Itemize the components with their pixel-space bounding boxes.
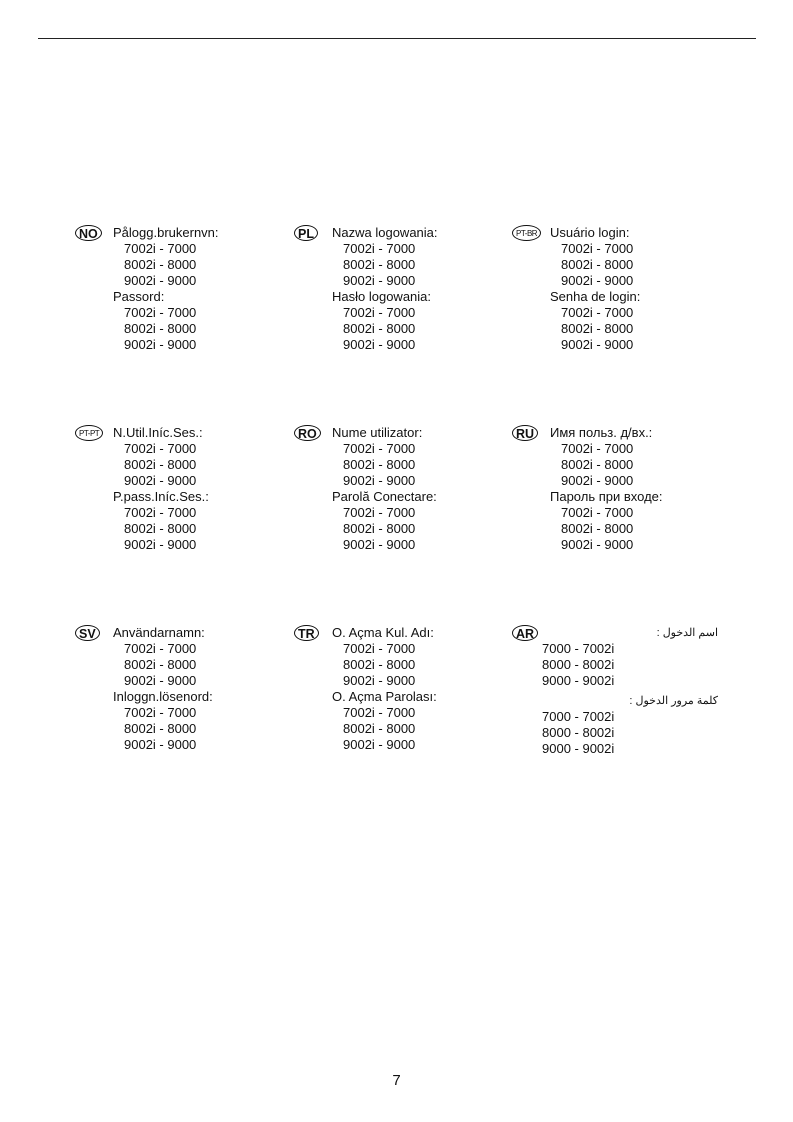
password-value: 8000 - 8002i — [542, 725, 615, 740]
password-value: 8002i - 8000 — [561, 521, 634, 536]
password-value: 8002i - 8000 — [124, 321, 197, 336]
password-value: 9002i - 9000 — [561, 537, 634, 552]
password-value: 7002i - 7000 — [124, 305, 197, 320]
username-value: 7002i - 7000 — [124, 441, 197, 456]
password-label: Пароль при входе: — [550, 489, 663, 504]
password-value: 9002i - 9000 — [124, 337, 197, 352]
password-value: 9002i - 9000 — [561, 337, 634, 352]
username-value: 8002i - 8000 — [343, 257, 416, 272]
language-badge: NO — [75, 225, 102, 241]
password-label: Inloggn.lösenord: — [113, 689, 213, 704]
username-value: 8002i - 8000 — [343, 457, 416, 472]
username-value: 9002i - 9000 — [561, 473, 634, 488]
username-value: 9002i - 9000 — [343, 473, 416, 488]
password-label: P.pass.Iníc.Ses.: — [113, 489, 209, 504]
username-value: 7002i - 7000 — [124, 241, 197, 256]
password-value: 7002i - 7000 — [343, 305, 416, 320]
username-value: 7002i - 7000 — [343, 241, 416, 256]
language-badge: SV — [75, 625, 100, 641]
password-label: Hasło logowania: — [332, 289, 432, 304]
password-label: Senha de login: — [550, 289, 641, 304]
password-value: 8002i - 8000 — [343, 321, 416, 336]
username-label: Användarnamn: — [113, 625, 205, 640]
password-value: 8002i - 8000 — [561, 321, 634, 336]
username-value: 8002i - 8000 — [124, 457, 197, 472]
username-label: Nazwa logowania: — [332, 225, 438, 240]
username-value: 7002i - 7000 — [561, 441, 634, 456]
username-label: Usuário login: — [550, 225, 630, 240]
password-label: كلمة مرور الدخول : — [629, 695, 718, 707]
password-value: 9002i - 9000 — [343, 337, 416, 352]
language-badge: PL — [294, 225, 318, 241]
password-label: O. Açma Parolası: — [332, 689, 437, 704]
password-value: 8002i - 8000 — [343, 521, 416, 536]
password-value: 7000 - 7002i — [542, 709, 615, 724]
username-value: 8000 - 8002i — [542, 657, 615, 672]
username-value: 8002i - 8000 — [561, 257, 634, 272]
language-badge: PT-BR — [512, 225, 541, 241]
username-value: 8002i - 8000 — [343, 657, 416, 672]
username-value: 9002i - 9000 — [124, 473, 197, 488]
password-value: 7002i - 7000 — [343, 505, 416, 520]
username-value: 9002i - 9000 — [124, 673, 197, 688]
password-value: 8002i - 8000 — [124, 521, 197, 536]
password-value: 9002i - 9000 — [343, 737, 416, 752]
username-value: 8002i - 8000 — [124, 257, 197, 272]
username-label: O. Açma Kul. Adı: — [332, 625, 434, 640]
username-value: 7002i - 7000 — [124, 641, 197, 656]
language-badge: RO — [294, 425, 321, 441]
password-value: 7002i - 7000 — [561, 305, 634, 320]
language-badge: PT-PT — [75, 425, 103, 441]
username-label: N.Util.Iníc.Ses.: — [113, 425, 203, 440]
username-value: 9002i - 9000 — [343, 673, 416, 688]
username-value: 7002i - 7000 — [343, 641, 416, 656]
username-value: 9002i - 9000 — [561, 273, 634, 288]
username-value: 8002i - 8000 — [561, 457, 634, 472]
language-badge: AR — [512, 625, 538, 641]
password-value: 9002i - 9000 — [124, 737, 197, 752]
username-value: 7002i - 7000 — [561, 241, 634, 256]
password-label: Passord: — [113, 289, 165, 304]
password-value: 9002i - 9000 — [124, 537, 197, 552]
username-value: 9000 - 9002i — [542, 673, 615, 688]
header-rule — [38, 38, 756, 39]
password-value: 7002i - 7000 — [124, 705, 197, 720]
username-label: Pålogg.brukernvn: — [113, 225, 219, 240]
username-label: Имя польз. д/вх.: — [550, 425, 653, 440]
password-value: 7002i - 7000 — [561, 505, 634, 520]
password-value: 7002i - 7000 — [124, 505, 197, 520]
username-value: 8002i - 8000 — [124, 657, 197, 672]
username-label: اسم الدخول : — [656, 627, 718, 639]
password-value: 8002i - 8000 — [343, 721, 416, 736]
password-value: 9000 - 9002i — [542, 741, 615, 756]
password-value: 7002i - 7000 — [343, 705, 416, 720]
username-value: 7002i - 7000 — [343, 441, 416, 456]
password-value: 9002i - 9000 — [343, 537, 416, 552]
language-badge: RU — [512, 425, 538, 441]
username-value: 9002i - 9000 — [343, 273, 416, 288]
username-value: 9002i - 9000 — [124, 273, 197, 288]
language-badge: TR — [294, 625, 319, 641]
page-number: 7 — [392, 1072, 401, 1089]
password-label: Parolă Conectare: — [332, 489, 437, 504]
username-label: Nume utilizator: — [332, 425, 423, 440]
username-value: 7000 - 7002i — [542, 641, 615, 656]
password-value: 8002i - 8000 — [124, 721, 197, 736]
